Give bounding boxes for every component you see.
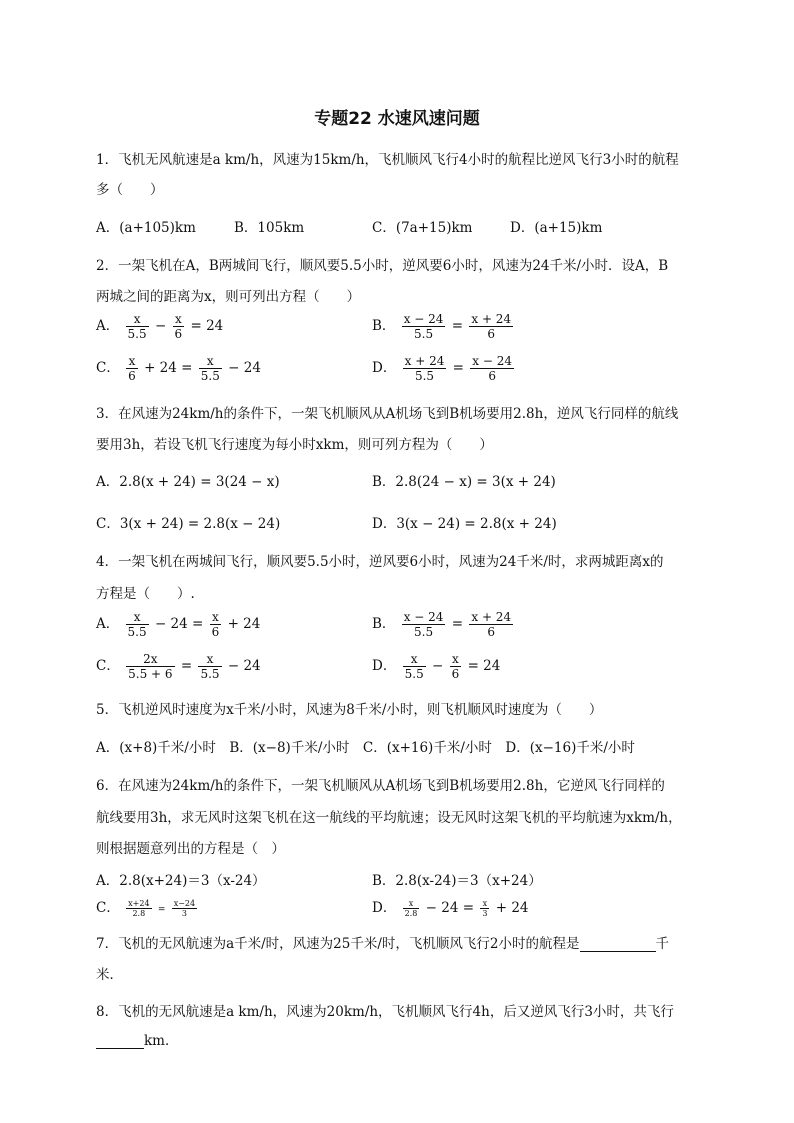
page-title: 专题22 水速风速问题	[314, 109, 480, 129]
answer-blank	[580, 935, 656, 952]
fraction: $\frac{x}{6}$	[174, 312, 183, 341]
q6-option-a: A．2.8(x+24)＝3（x-24）	[96, 873, 266, 889]
fraction: $\frac{x + 24}{6}$	[471, 610, 512, 639]
q4-stem-line1: 4．一架飞机在两城间飞行，顺风要5.5小时，逆风要6小时，风速为24千米/时，求两城距离x的	[96, 554, 664, 570]
fraction: $\frac{x+24}{2.8}$	[128, 899, 150, 918]
q8-stem-line1: 8．飞机的无风航速是a km/h，风速为20km/h，飞机顺风飞行4h，后又逆风飞行3小时，共飞行	[96, 1004, 674, 1020]
fraction: $\frac{x - 24}{6}$	[472, 354, 512, 383]
fraction: $\frac{x}{2.8}$	[404, 899, 418, 918]
fraction: $\frac{x-24}{3}$	[173, 899, 196, 918]
fraction: $\frac{x}{5.5}$	[127, 312, 147, 341]
q1-stem-line2: 多（ ）	[96, 182, 164, 198]
fraction: $\frac{x}{5.5}$	[200, 652, 220, 681]
q7-stem-line2: 米．	[96, 967, 123, 983]
fraction: $\frac{x + 24}{5.5}$	[404, 354, 445, 383]
q3-option-c: C．3(x + 24) = 2.8(x − 24)	[96, 516, 281, 532]
q3-option-d: D．3(x − 24) = 2.8(x + 24)	[372, 516, 557, 532]
fraction: $\frac{x}{3}$	[482, 899, 488, 918]
q4-stem-line2: 方程是（ ）.	[96, 586, 195, 602]
q2-option-c: C． $\frac{x}{6}$ + 24 = $\frac{x}{5.5}$ − 24	[96, 354, 261, 383]
q8-stem-line2: km．	[96, 1029, 178, 1049]
fraction: $\frac{x}{5.5}$	[127, 610, 147, 639]
fraction: $\frac{x}{6}$	[211, 610, 220, 639]
option-label: A．	[96, 318, 120, 334]
q2-stem-line2: 两城之间的距离为x，则可列出方程（ ）	[96, 289, 361, 305]
q2-option-a: A． $\frac{x}{5.5}$ − $\frac{x}{6}$ = 24	[96, 312, 224, 341]
q2-option-b: B． $\frac{x - 24}{5.5}$ = $\frac{x + 24}{6}$	[372, 312, 512, 341]
q6-option-b: B．2.8(x-24)＝3（x+24）	[372, 873, 542, 889]
q4-option-a: A． $\frac{x}{5.5}$ − 24 = $\frac{x}{6}$ + 24	[96, 610, 261, 639]
q6-stem-line3: 则根据题意列出的方程是（ ）	[96, 841, 285, 857]
q3-option-b: B．2.8(24 − x) = 3(x + 24)	[372, 474, 556, 490]
q2-stem-line1: 2．一架飞机在A，B两城间飞行，顺风要5.5小时，逆风要6小时，风速为24千米/小时．设A，B	[96, 258, 669, 274]
q4-option-d: D． $\frac{x}{5.5}$ − $\frac{x}{6}$ = 24	[372, 652, 501, 681]
q1-stem-line1: 1．飞机无风航速是a km/h，风速为15km/h，飞机顺风飞行4小时的航程比逆风飞行3小时的航程	[96, 152, 679, 168]
q5-options: A．(x+8)千米/小时 B．(x−8)千米/小时 C．(x+16)千米/小时 D．(x−16)千米/小时	[96, 740, 635, 756]
q1-option-b: B．105km	[234, 220, 305, 236]
q3-stem-line2: 要用3h，若设飞机飞行速度为每小时xkm，则可列方程为（ ）	[96, 437, 493, 453]
fraction: $\frac{2x}{5.5 + 6}$	[128, 652, 173, 681]
q7-stem-line1: 7．飞机的无风航速为a千米/时，风速为25千米/时，飞机顺风飞行2小时的航程是 千	[96, 936, 670, 952]
fraction: $\frac{x + 24}{6}$	[471, 312, 512, 341]
fraction: $\frac{x}{5.5}$	[200, 354, 220, 383]
fraction: $\frac{x}{6}$	[128, 354, 136, 383]
fraction: $\frac{x - 24}{5.5}$	[403, 610, 444, 639]
q1-option-d: D．(a+15)km	[510, 220, 603, 236]
fraction: $\frac{x}{6}$	[451, 652, 460, 681]
q4-option-c: C． $\frac{2x}{5.5 + 6}$ = $\frac{x}{5.5}$ − 24	[96, 652, 261, 681]
q6-stem-line2: 航线要用3h，求无风时这架飞机在这一航线的平均航速；设无风时这架飞机的平均航速为xkm/h，	[96, 810, 682, 826]
q2-option-d: D． $\frac{x + 24}{5.5}$ = $\frac{x - 24}{6}$	[372, 354, 512, 383]
answer-blank	[96, 1032, 144, 1049]
q3-option-a: A．2.8(x + 24) = 3(24 − x)	[96, 474, 280, 490]
q6-option-c: C． $\frac{x+24}{2.8}$ = $\frac{x-24}{3}$	[96, 899, 196, 918]
q1-option-a: A．(a+105)km	[96, 220, 196, 236]
fraction: $\frac{x}{5.5}$	[404, 652, 424, 681]
q6-option-d: D． $\frac{x}{2.8}$ − 24 = $\frac{x}{3}$ + 24	[372, 899, 529, 918]
fraction: $\frac{x - 24}{5.5}$	[403, 312, 444, 341]
q5-stem: 5．飞机逆风时速度为x千米/小时，风速为8千米/小时，则飞机顺风时速度为（ ）	[96, 702, 603, 718]
q6-stem-line1: 6．在风速为24km/h的条件下，一架飞机顺风从A机场飞到B机场要用2.8h，它逆风飞行同样的	[96, 778, 665, 794]
q3-stem-line1: 3．在风速为24km/h的条件下，一架飞机顺风从A机场飞到B机场要用2.8h，逆风飞行同样的航线	[96, 406, 679, 422]
q1-option-c: C．(7a+15)km	[372, 220, 473, 236]
q4-option-b: B． $\frac{x - 24}{5.5}$ = $\frac{x + 24}{6}$	[372, 610, 512, 639]
